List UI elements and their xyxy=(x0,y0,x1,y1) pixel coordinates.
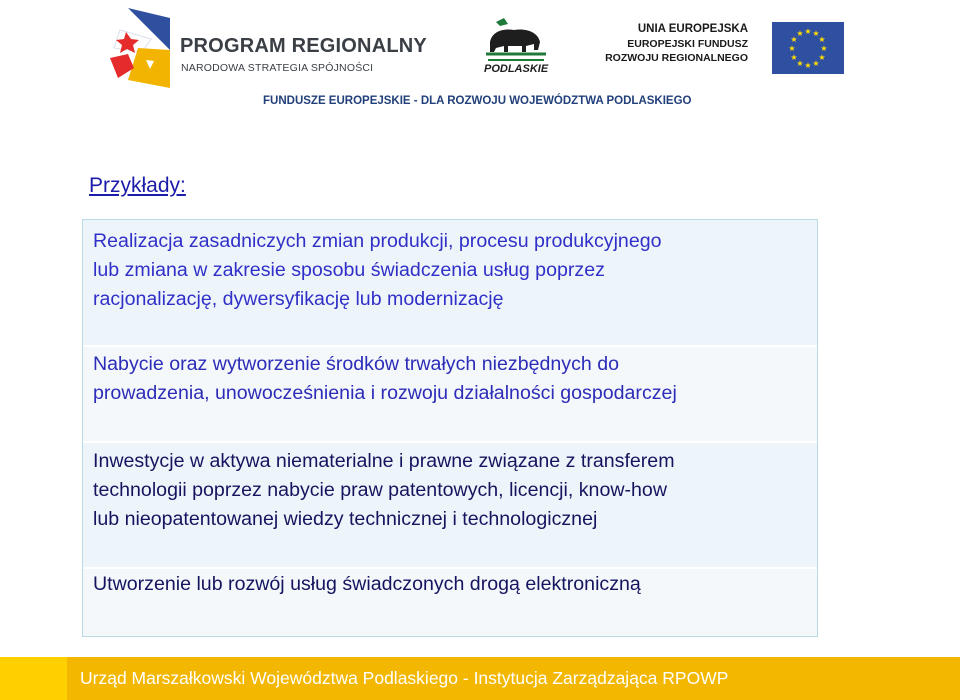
svg-text:★: ★ xyxy=(818,35,826,44)
svg-text:★: ★ xyxy=(796,29,804,38)
example-1-line-3: racjonalizację, dywersyfikację lub modernizację xyxy=(93,288,504,310)
example-1-line-2: lub zmiana w zakresie sposobu świadczenia usług poprzez xyxy=(93,259,605,281)
eu-text-block xyxy=(605,22,748,65)
svg-text:★: ★ xyxy=(790,53,798,62)
eu-flag-icon xyxy=(772,22,844,74)
eu-line-3: ROZWOJU REGIONALNEGO xyxy=(605,52,748,64)
program-regionalny-logo xyxy=(108,8,438,88)
eu-line-1: UNIA EUROPEJSKA xyxy=(637,23,748,35)
program-subtitle: NARODOWA STRATEGIA SPÓJNOŚCI xyxy=(181,62,374,74)
eu-logo xyxy=(605,22,844,78)
svg-text:★: ★ xyxy=(788,44,796,53)
example-row-3 xyxy=(83,441,817,567)
examples-table xyxy=(82,219,818,637)
program-title: PROGRAM REGIONALNY xyxy=(180,35,427,57)
svg-text:★: ★ xyxy=(804,61,812,70)
example-4-line-1: Utworzenie lub rozwój usług świadczonych drogą elektroniczną xyxy=(93,573,641,595)
example-3-line-2: technologii poprzez nabycie praw patentowych, licencji, know-how xyxy=(93,479,667,501)
page-heading: Przykłady: xyxy=(89,174,186,197)
example-row-1 xyxy=(83,220,817,345)
example-2-line-1: Nabycie oraz wytworzenie środków trwałych niezbędnych do xyxy=(93,353,620,375)
svg-text:★: ★ xyxy=(804,27,812,36)
svg-text:★: ★ xyxy=(796,59,804,68)
svg-text:★: ★ xyxy=(812,59,820,68)
eu-line-2: EUROPEJSKI FUNDUSZ xyxy=(627,38,748,50)
example-3-line-3: lub nieopatentowanej wiedzy technicznej i technologicznej xyxy=(93,508,598,530)
podlaskie-label: PODLASKIE xyxy=(484,63,549,75)
podlaskie-logo xyxy=(482,16,552,80)
example-row-4 xyxy=(83,567,817,636)
bison-icon xyxy=(482,16,552,66)
example-row-2 xyxy=(83,345,817,441)
svg-text:★: ★ xyxy=(818,53,826,62)
svg-text:★: ★ xyxy=(812,29,820,38)
example-3-line-1: Inwestycje w aktywa niematerialne i prawne związane z transferem xyxy=(93,450,675,472)
svg-text:★: ★ xyxy=(790,35,798,44)
funds-tagline: FUNDUSZE EUROPEJSKIE - DLA ROZWOJU WOJEWÓDZTWA PODLASKIEGO xyxy=(263,95,692,107)
example-2-line-2: prowadzenia, unowocześnienia i rozwoju działalności gospodarczej xyxy=(93,382,677,404)
example-1-line-1: Realizacja zasadniczych zmian produkcji, procesu produkcyjnego xyxy=(93,230,662,252)
svg-text:★: ★ xyxy=(820,44,828,53)
footer-text: Urząd Marszałkowski Województwa Podlaskiego - Instytucja Zarządzająca RPOWP xyxy=(80,668,729,688)
program-star-mark-icon xyxy=(108,8,170,88)
